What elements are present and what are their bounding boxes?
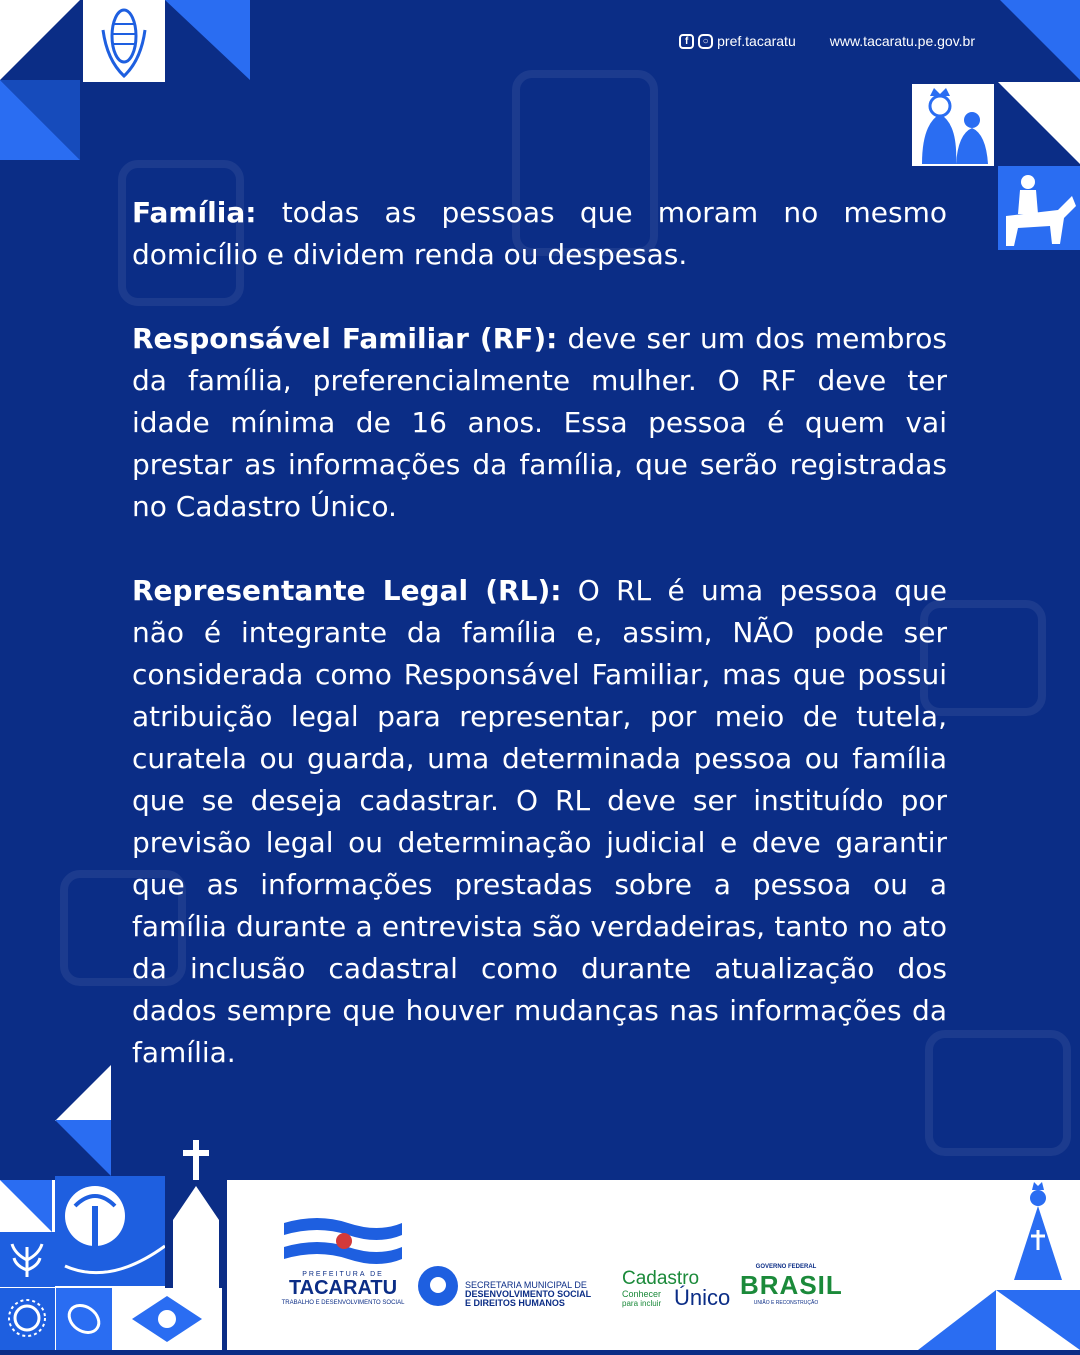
instagram-icon[interactable]: ○ bbox=[698, 34, 713, 49]
definition-familia: todas as pessoas que moram no mesmo domicílio e dividem renda ou despesas. bbox=[132, 196, 947, 271]
palm-tile bbox=[55, 1176, 165, 1286]
plant-tile bbox=[0, 1232, 55, 1287]
corner-triangle bbox=[0, 80, 80, 160]
corner-triangle bbox=[165, 0, 250, 80]
flag-icon bbox=[278, 1213, 408, 1273]
secretaria-emblem-icon bbox=[418, 1266, 458, 1306]
corner-triangle bbox=[55, 1065, 111, 1121]
logo-secretaria bbox=[418, 1266, 618, 1310]
gov-name: BRASIL bbox=[740, 1270, 843, 1300]
corn-tile bbox=[83, 0, 165, 82]
sun-icon bbox=[0, 1288, 55, 1350]
cadastro-sub1: Conhecer bbox=[622, 1289, 662, 1299]
secretaria-line3: E DIREITOS HUMANOS bbox=[465, 1298, 565, 1308]
plant-icon bbox=[0, 1232, 55, 1287]
logo-prefeitura-tacaratu bbox=[278, 1213, 408, 1313]
cadastro-sub2: para incluir bbox=[622, 1299, 662, 1308]
term-responsavel-familiar: Responsável Familiar (RF): bbox=[132, 322, 558, 355]
definition-representante-legal: O RL é uma pessoa que não é integrante da família e, assim, NÃO pode ser considerada como Responsável Familiar, mas que possui atribuição legal para representar, por meio de tutela, curatela ou guarda, uma determinada pessoa ou família que se deseja cadastrar. O RL deve ser instituído por previsão legal ou determinação judicial e deve garantir que as informações prestadas sobre a pessoa ou a família durante a entrevista são verdadeiras, tanto no ato da inclusão cadastral como durante atualização dos dados sempre que houver mudanças nas informações da família. bbox=[132, 574, 947, 1069]
eye-icon bbox=[112, 1288, 222, 1350]
tacaratu-name: TACARATU bbox=[288, 1277, 398, 1299]
corner-triangle bbox=[0, 0, 80, 80]
corner-triangle bbox=[0, 1180, 52, 1232]
cadastro-unico: Único bbox=[674, 1285, 731, 1310]
corner-triangle bbox=[1000, 0, 1080, 80]
paragraph-familia bbox=[132, 192, 947, 276]
tacaratu-tagline: TRABALHO E DESENVOLVIMENTO SOCIAL bbox=[281, 1300, 405, 1306]
sun-tile bbox=[0, 1288, 55, 1350]
horse-rider-icon bbox=[998, 166, 1080, 250]
facebook-icon[interactable]: f bbox=[679, 34, 694, 49]
definition-responsavel-familiar: deve ser um dos membros da família, preferencialmente mulher. O RF deve ter idade mínima de 16 anos. Essa pessoa é quem vai prestar as informações da família, que serão registradas no Cadastro Único. bbox=[132, 322, 948, 523]
palm-tree-icon bbox=[55, 1176, 165, 1286]
saints-tile bbox=[912, 84, 994, 166]
saint-statue-icon bbox=[996, 1180, 1080, 1290]
term-familia: Família: bbox=[132, 196, 257, 229]
term-representante-legal: Representante Legal (RL): bbox=[132, 574, 562, 607]
corner-triangle bbox=[996, 1290, 1080, 1350]
social-handle[interactable]: pref.tacaratu bbox=[717, 33, 796, 49]
secretaria-line2: DESENVOLVIMENTO SOCIAL bbox=[465, 1289, 592, 1299]
gov-top-label: GOVERNO FEDERAL bbox=[755, 1264, 817, 1270]
rider-tile bbox=[998, 166, 1080, 250]
website-link[interactable]: www.tacaratu.pe.gov.br bbox=[829, 33, 975, 49]
paragraph-responsavel-familiar bbox=[132, 318, 947, 528]
eye-tile bbox=[112, 1288, 222, 1350]
logo-cadastro-unico bbox=[622, 1268, 730, 1312]
saint-tile bbox=[996, 1180, 1080, 1290]
corner-triangle bbox=[918, 1290, 996, 1350]
cadastro-title: Cadastro bbox=[622, 1268, 700, 1289]
logo-governo-federal bbox=[740, 1264, 843, 1312]
main-content bbox=[132, 192, 947, 1116]
secretaria-line1: SECRETARIA MUNICIPAL DE bbox=[465, 1280, 587, 1290]
gov-subtitle: UNIÃO E RECONSTRUÇÃO bbox=[753, 1300, 819, 1306]
seed-tile bbox=[56, 1288, 112, 1350]
social-bar bbox=[679, 33, 975, 49]
corner-triangle bbox=[55, 1120, 111, 1176]
corn-icon bbox=[83, 0, 165, 82]
tacaratu-small-label: PREFEITURA DE bbox=[302, 1271, 384, 1278]
corner-triangle bbox=[998, 82, 1080, 164]
saints-icon bbox=[912, 84, 994, 166]
paragraph-representante-legal bbox=[132, 570, 947, 1074]
seed-icon bbox=[56, 1288, 112, 1350]
